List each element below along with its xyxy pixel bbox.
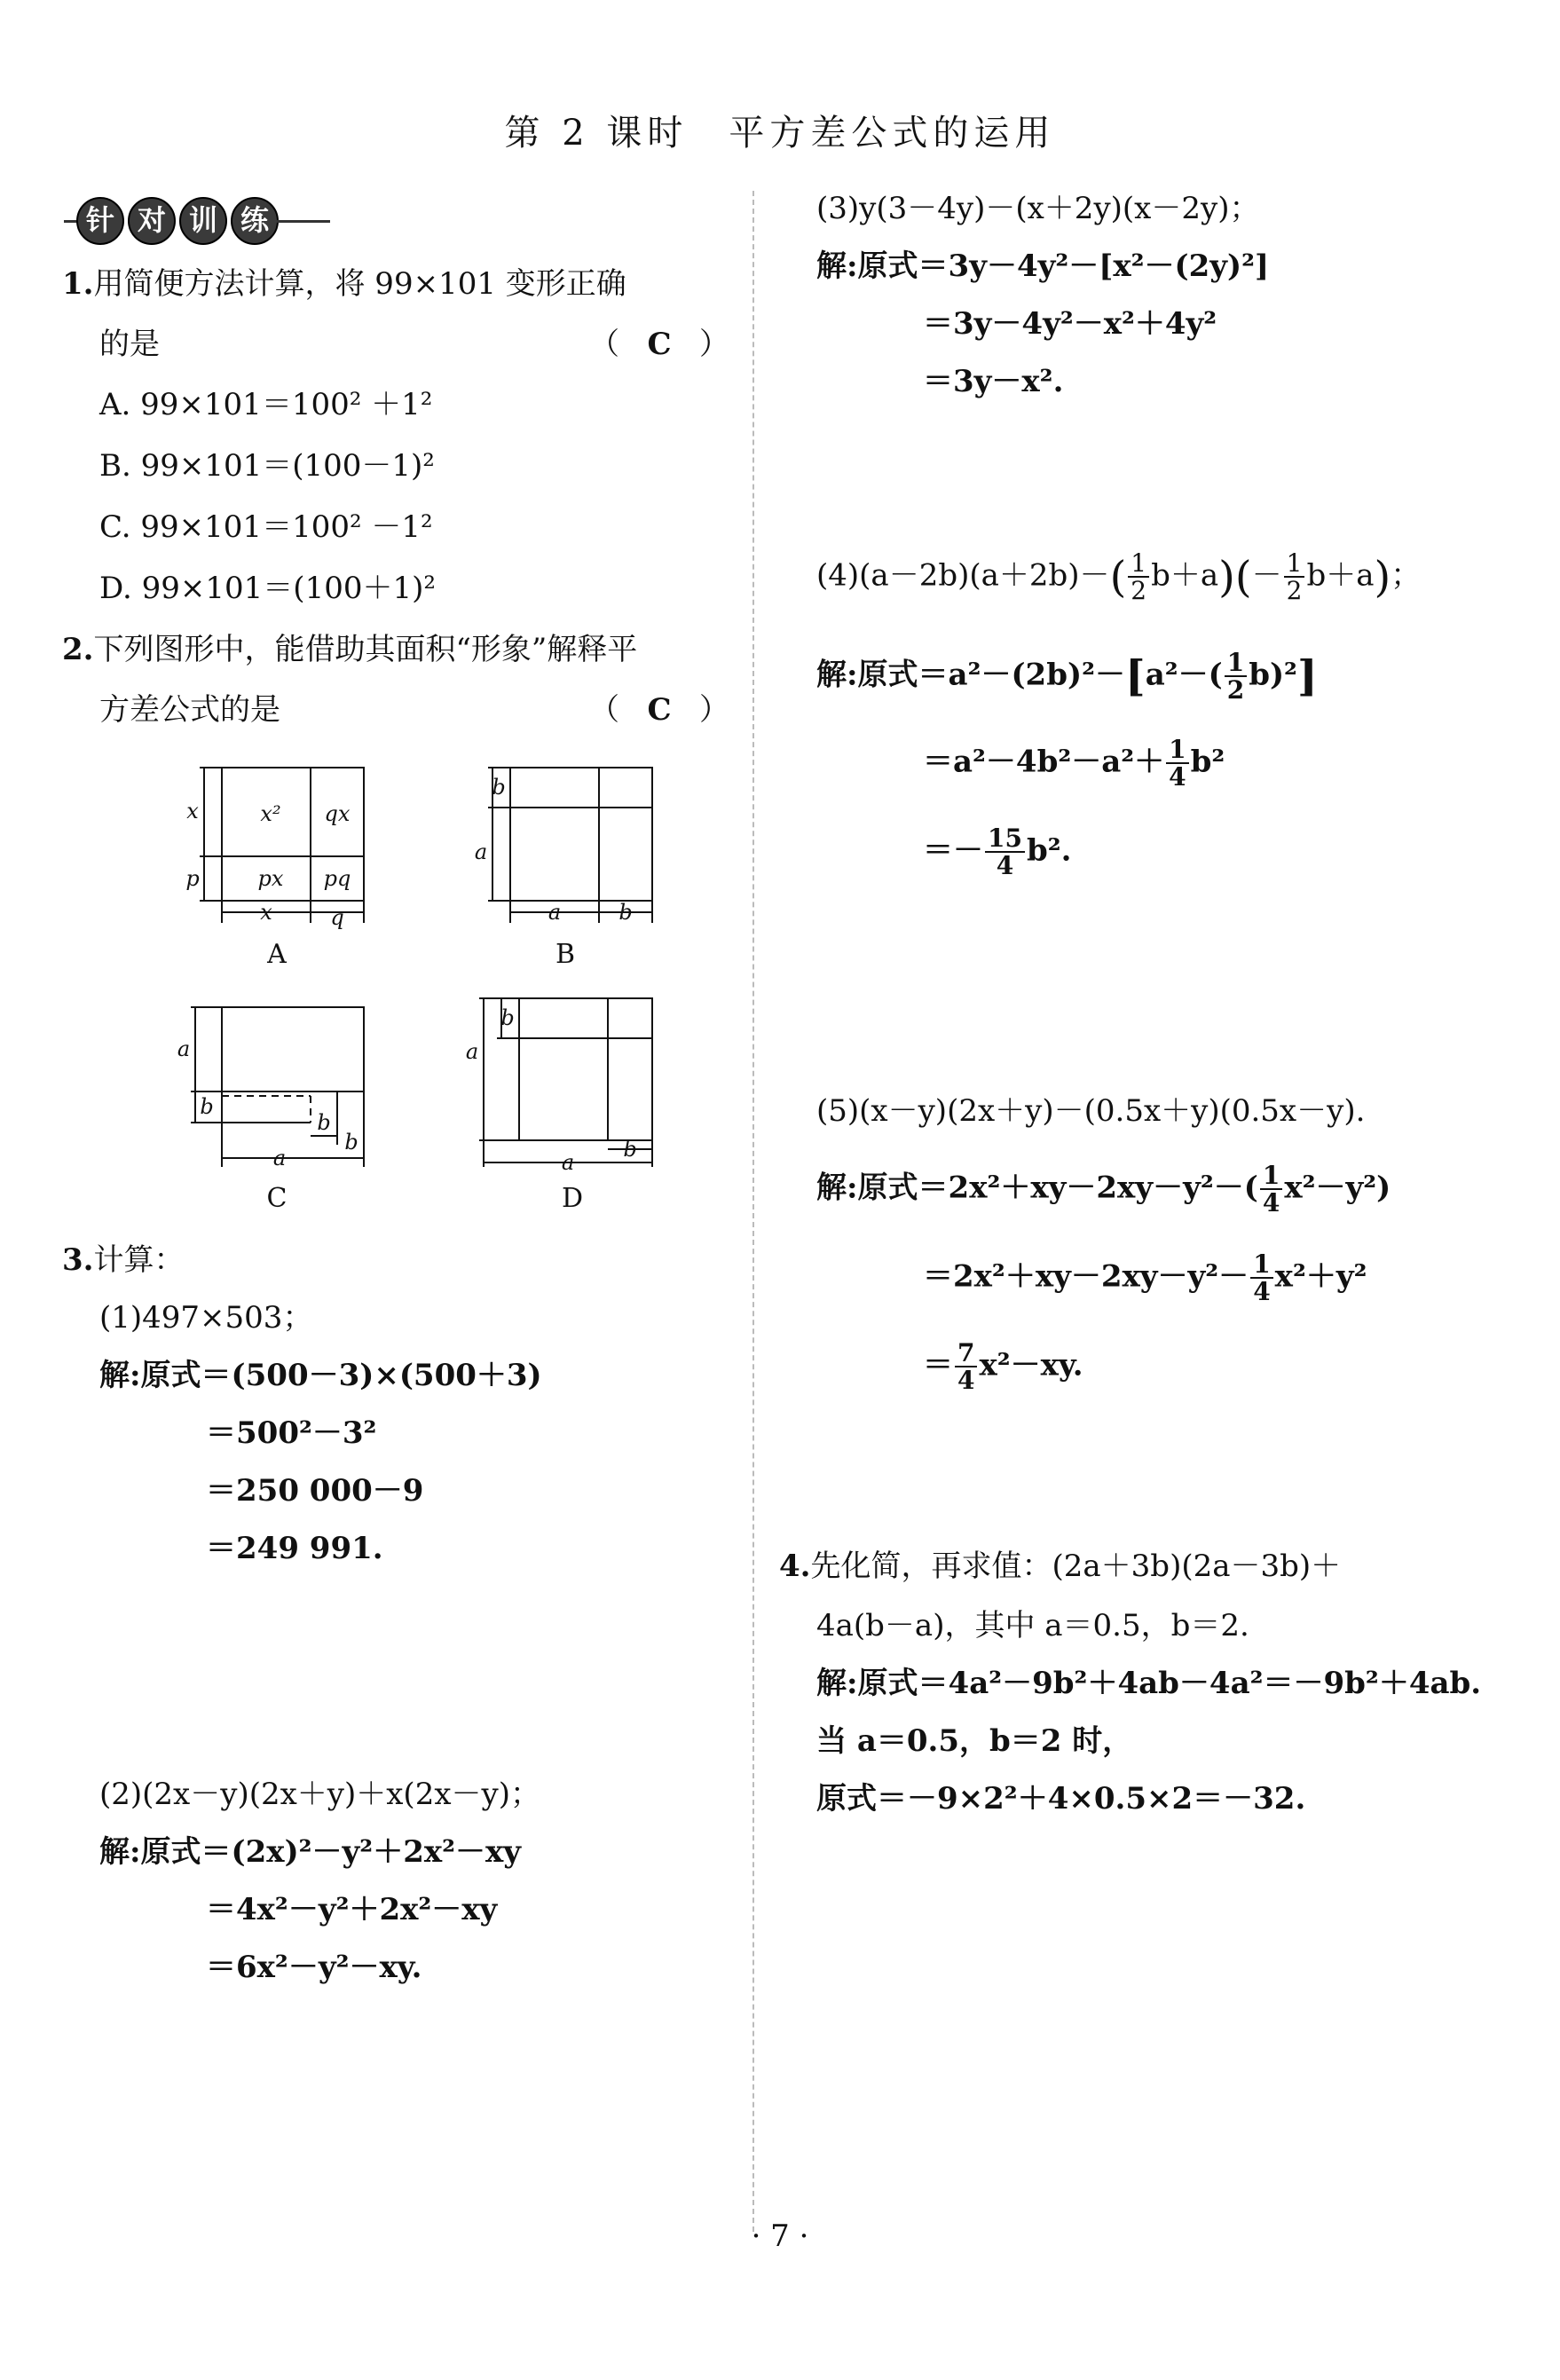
fig-a-side-p: p bbox=[185, 866, 200, 891]
page-number: · 7 · bbox=[751, 2218, 809, 2254]
fig-a-bottom-x: x bbox=[260, 900, 272, 925]
figure-c bbox=[173, 989, 395, 1220]
q3-p3-step2: ＝3y－x². bbox=[923, 364, 1064, 399]
q4-solution-3: 原式＝－9×2²＋4×0.5×2＝－32. bbox=[816, 1781, 1306, 1817]
fig-c-bottom-b1: b bbox=[317, 1110, 331, 1135]
fig-a-cell-pq: pq bbox=[323, 866, 351, 891]
q1-option-b: B. 99×101＝(100－1)² bbox=[99, 448, 435, 484]
badge-char: 训 bbox=[179, 197, 227, 245]
q1-option-d: D. 99×101＝(100＋1)² bbox=[99, 571, 436, 606]
column-divider bbox=[752, 191, 754, 2232]
fig-a-side-x: x bbox=[186, 799, 199, 824]
q3-p1-step3: ＝249 991. bbox=[206, 1531, 383, 1566]
q3-p3-solution: 解:原式＝3y－4y²－[x²－(2y)²] bbox=[816, 248, 1270, 284]
fig-b-bottom-a: a bbox=[548, 900, 562, 925]
fig-b-bottom-b: b bbox=[618, 900, 633, 925]
badge-line bbox=[277, 220, 330, 223]
fig-a-cell-qx: qx bbox=[324, 801, 351, 826]
q2-answer: C bbox=[647, 692, 672, 728]
fig-d-label: D bbox=[561, 1183, 584, 1214]
q1-answer: C bbox=[647, 327, 672, 362]
q3-p1-step2: ＝250 000－9 bbox=[206, 1473, 424, 1509]
q2-stem-line1: 2.下列图形中，能借助其面积“形象”解释平 bbox=[62, 632, 638, 667]
fig-d-bottom-a: a bbox=[561, 1150, 575, 1175]
fig-c-bottom-b2: b bbox=[344, 1130, 358, 1155]
q1-option-c: C. 99×101＝100² －1² bbox=[99, 509, 433, 545]
q3-p3-step1: ＝3y－4y²－x²＋4y² bbox=[923, 306, 1217, 342]
q3-p2-problem: (2)(2x－y)(2x＋y)＋x(2x－y)； bbox=[99, 1777, 540, 1812]
q3-p4-step1: ＝a²－4b²－a²＋ $\frac{1}{4}$ b² bbox=[923, 735, 1225, 792]
q3-p1-step1: ＝500²－3² bbox=[206, 1415, 377, 1451]
figure-d bbox=[461, 989, 683, 1220]
q3-p1-solution: 解:原式＝(500－3)×(500＋3) bbox=[99, 1358, 542, 1393]
figure-a bbox=[173, 754, 395, 976]
fig-c-label: C bbox=[266, 1183, 288, 1214]
fig-d-side-b: b bbox=[500, 1005, 515, 1030]
q3-p2-step2: ＝6x²－y²－xy. bbox=[206, 1950, 422, 1985]
fig-a-bottom-q: q bbox=[330, 905, 344, 930]
section-badge bbox=[66, 193, 330, 248]
q3-p5-problem: (5)(x－y)(2x＋y)－(0.5x＋y)(0.5x－y). bbox=[816, 1093, 1366, 1129]
q4-stem-line2: 4a(b－a)，其中 a＝0.5，b＝2. bbox=[816, 1608, 1249, 1643]
fig-c-bottom-a: a bbox=[272, 1146, 287, 1170]
figure-b bbox=[461, 754, 683, 976]
fig-a-label: A bbox=[267, 939, 287, 970]
badge-char: 针 bbox=[76, 197, 124, 245]
q3-p2-solution: 解:原式＝(2x)²－y²＋2x²－xy bbox=[99, 1834, 522, 1870]
fig-a-cell-px: px bbox=[257, 866, 284, 891]
fig-a-cell-x2: x² bbox=[260, 801, 281, 826]
fig-d-bottom-b: b bbox=[623, 1137, 637, 1162]
q3-p2-step1: ＝4x²－y²＋2x²－xy bbox=[206, 1892, 498, 1927]
q3-p3-problem: (3)y(3－4y)－(x＋2y)(x－2y)； bbox=[816, 191, 1260, 226]
page-title: 第 2 课时 平方差公式的运用 bbox=[504, 113, 1056, 154]
fig-c-side-a: a bbox=[177, 1036, 191, 1061]
fig-b-side-a: a bbox=[474, 839, 488, 864]
q4-solution-2: 当 a＝0.5，b＝2 时， bbox=[816, 1723, 1133, 1759]
q1-stem-line2: 的是 （ C ） bbox=[99, 327, 729, 362]
fig-d-side-a: a bbox=[465, 1039, 479, 1064]
q3-p1-problem: (1)497×503； bbox=[99, 1300, 313, 1336]
q3-p4-solution: 解:原式＝a²－(2b)²－[a²－( $\frac{1}{2}$ b)²] bbox=[816, 648, 1318, 705]
fig-c-side-b: b bbox=[200, 1094, 214, 1119]
q3-p5-step1: ＝2x²＋xy－2xy－y²－ $\frac{1}{4}$ x²＋y² bbox=[923, 1249, 1367, 1307]
q3-p4-problem: (4)(a－2b)(a＋2b)－( $\frac{1}{2}$ b＋a)(－ $\frac{1}{2}$ b＋a)； bbox=[816, 548, 1422, 606]
q2-stem-line2: 方差公式的是 （ C ） bbox=[99, 692, 729, 728]
q3-p5-step2: ＝ $\frac{7}{4}$ x²－xy. bbox=[923, 1338, 1083, 1396]
q3-p4-step2: ＝－ $\frac{15}{4}$ b². bbox=[923, 824, 1072, 881]
q3-p5-solution: 解:原式＝2x²＋xy－2xy－y²－( $\frac{1}{4}$ x²－y²) bbox=[816, 1161, 1391, 1218]
q4-solution-1: 解:原式＝4a²－9b²＋4ab－4a²＝－9b²＋4ab. bbox=[816, 1666, 1482, 1701]
badge-char: 对 bbox=[128, 197, 176, 245]
badge-char: 练 bbox=[231, 197, 279, 245]
q3-stem: 3.计算： bbox=[62, 1242, 185, 1278]
fig-b-label: B bbox=[555, 939, 576, 970]
q4-stem-line1: 4.先化简，再求值：(2a＋3b)(2a－3b)＋ bbox=[779, 1549, 1342, 1584]
q1-stem-line1: 1.用简便方法计算，将 99×101 变形正确 bbox=[62, 266, 626, 302]
fig-b-side-b: b bbox=[492, 775, 506, 800]
q1-option-a: A. 99×101＝100² ＋1² bbox=[99, 387, 433, 422]
